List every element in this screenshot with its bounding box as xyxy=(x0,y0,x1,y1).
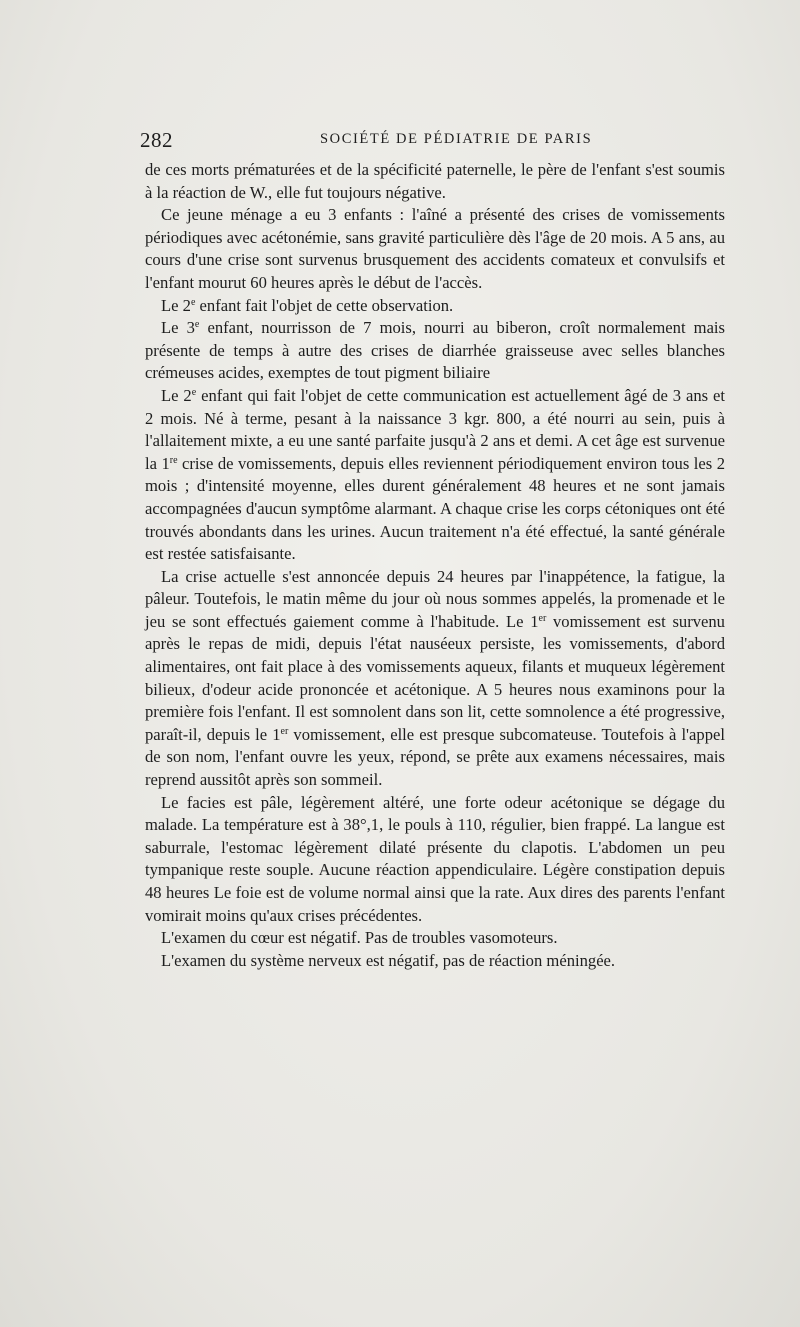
paragraph: L'examen du système nerveux est négatif, pas de réaction méningée. xyxy=(161,950,616,970)
paragraph: L'examen du cœur est négatif. Pas de troubles vasomoteurs. xyxy=(161,928,558,948)
paragraph: Ce jeune ménage a eu 3 enfants : l'aîné a présenté des crises de vomissements périodiques avec acétonémie, sans gravité particulière dès l'âge de 20 mois. A 5 ans, au cours d'une crise sont survenus brusquement des accidents comateux et convulsifs et l'enfant mourut 60 heures après le début de l'accès. xyxy=(145,205,725,292)
paragraph: Le 3e enfant, nourrisson de 7 mois, nourri au biberon, croît normalement mais présente de temps à autre des crises de diarrhée graisseuse avec selles blanches crémeuses acides, exemptes de tout pigment biliaire xyxy=(145,318,726,383)
page-number: 282 xyxy=(140,128,173,152)
running-title: SOCIÉTÉ DE PÉDIATRIE DE PARIS xyxy=(320,131,593,147)
paragraph: Le 2e enfant qui fait l'objet de cette communication est actuellement âgé de 3 ans et 2 mois. Né à terme, pesant à la naissance 3 kgr. 800, a été nourri au sein, puis à l'allaitement mixte, a eu une santé parfaite jusqu'à 2 ans et demi. A cet âge est survenue la 1re crise de vomissements, depuis elles reviennent périodiquement environ tous les 2 mois ; d'intensité moyenne, elles durent généralement 48 heures et ne sont jamais accompagnées d'aucun symptôme alarmant. A chaque crise les corps cétoniques ont été trouvés abondants dans les urines. Aucun traitement n'a été effectué, la santé générale est restée satisfaisante. xyxy=(145,385,726,564)
page-header xyxy=(140,128,725,154)
body-text xyxy=(145,159,725,972)
paragraph: Le facies est pâle, légèrement altéré, une forte odeur acétonique se dégage du malade. La température est à 38°,1, le pouls à 110, régulier, bien frappé. La langue est saburrale, l'estomac légèrement dilaté présente du clapotis. L'abdomen un peu tympanique reste souple. Aucune réaction appendiculaire. Légère constipation depuis 48 heures Le foie est de volume normal ainsi que la rate. Aux dires des parents l'enfant vomirait moins qu'aux crises précédentes. xyxy=(145,792,725,925)
paragraph: La crise actuelle s'est annoncée depuis 24 heures par l'inappétence, la fatigue, la pâleur. Toutefois, le matin même du jour où nous sommes appelés, la promenade et le jeu se sont effectués gaiement comme à l'habitude. Le 1er vomissement est survenu après le repas de midi, depuis l'état nauséeux persiste, les vomissements, d'abord alimentaires, ont fait place à des vomissements aqueux, filants et muqueux légèrement bilieux, d'odeur acide prononcée et acétonique. A 5 heures nous examinons pour la première fois l'enfant. Il est somnolent dans son lit, cette somnolence a été progressive, paraît-il, depuis le 1er vomissement, elle est presque subcomateuse. Toutefois à l'appel de son nom, l'enfant ouvre les yeux, répond, se prête aux examens nécessaires, mais reprend aussitôt après son sommeil. xyxy=(145,566,725,790)
paragraph: Le 2e enfant fait l'objet de cette observation. xyxy=(161,295,454,315)
paragraph: de ces morts prématurées et de la spécificité paternelle, le père de l'enfant s'est soumis à la réaction de W., elle fut toujours négative. xyxy=(145,160,725,202)
